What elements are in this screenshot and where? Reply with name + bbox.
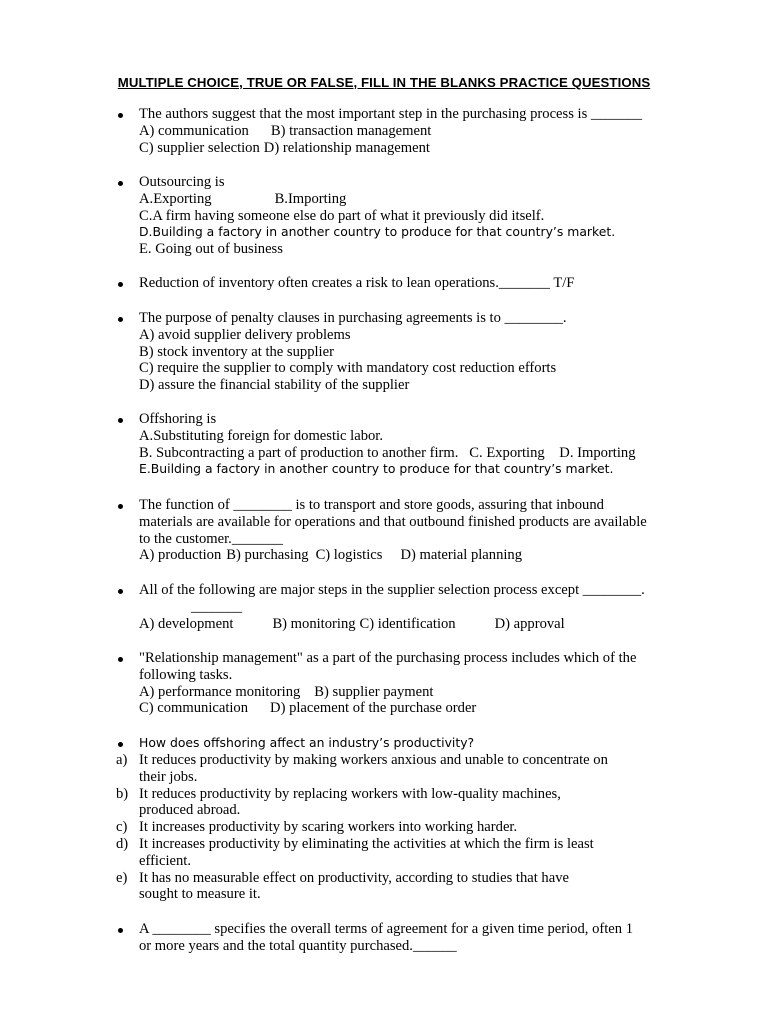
question-1 <box>139 106 699 156</box>
bullet-icon <box>115 650 125 667</box>
question-7-options <box>139 616 699 633</box>
option-d: D) placement of the purchase order <box>270 700 477 717</box>
option-c: C) communication <box>139 700 249 717</box>
option-c <box>116 819 716 836</box>
option-d: D) approval <box>494 615 565 632</box>
question-4-text: The purpose of penalty clauses in purchasing agreements is to ________. <box>139 310 567 326</box>
option-marker: a) <box>116 752 128 768</box>
option-text: It has no measurable effect on productivity, according to studies that have <box>139 869 569 886</box>
option-a: A) development <box>139 615 234 632</box>
question-10 <box>139 921 699 955</box>
answer-blank: _______ <box>191 598 243 615</box>
question-1-options-row-1 <box>139 123 699 140</box>
bullet-icon <box>115 735 125 752</box>
option-marker: c) <box>116 819 128 836</box>
question-3 <box>139 275 699 292</box>
option-c: C) require the supplier to comply with mandatory cost reduction efforts <box>139 360 557 377</box>
question-1-text: The authors suggest that the most important step in the purchasing process is _______ <box>139 106 642 122</box>
option-text: It reduces productivity by making workers anxious and unable to concentrate on <box>139 752 608 768</box>
option-d: D) assure the financial stability of the supplier <box>139 377 410 394</box>
option-b: B) stock inventory at the supplier <box>139 343 334 360</box>
question-9 <box>139 735 699 752</box>
question-6-text-2: materials are available for operations and that outbound finished products are available <box>139 513 647 530</box>
option-e <box>116 870 716 904</box>
question-5 <box>139 411 699 478</box>
option-c: C) supplier selection <box>139 139 260 156</box>
question-2-text: Outsourcing is <box>139 174 225 190</box>
option-d: D) material planning <box>400 547 523 564</box>
option-text: efficient. <box>139 852 191 869</box>
option-a: A) avoid supplier delivery problems <box>139 326 351 343</box>
bullet-icon <box>115 497 125 514</box>
option-e: E.Building a factory in another country to produce for that country’s market. <box>139 461 614 477</box>
question-7-text: All of the following are major steps in the supplier selection process except ________. <box>139 582 645 598</box>
option-b: B.Importing <box>274 190 347 207</box>
bullet-icon <box>115 582 125 599</box>
option-text: It reduces productivity by replacing workers with low-quality machines, <box>139 785 561 802</box>
question-1-options-row-2 <box>139 140 699 157</box>
option-marker: b) <box>116 785 129 802</box>
question-8 <box>139 650 699 717</box>
option-text: sought to measure it. <box>139 886 261 903</box>
question-9-text: How does offshoring affect an industry’s productivity? <box>139 735 475 750</box>
question-5-text: Offshoring is <box>139 411 217 427</box>
option-b <box>116 786 716 820</box>
option-text: It increases productivity by scaring workers into working harder. <box>139 819 518 836</box>
option-d <box>116 836 716 870</box>
option-text: produced abroad. <box>139 802 241 819</box>
option-a: A) production <box>139 547 222 564</box>
option-marker: e) <box>116 869 128 886</box>
bullet-icon <box>115 411 125 428</box>
option-c: C) identification <box>359 615 456 632</box>
option-a: A) performance monitoring <box>139 683 301 700</box>
option-a: A.Substituting foreign for domestic labor. <box>139 427 384 444</box>
option-b: B) monitoring <box>272 615 356 632</box>
question-3-text: Reduction of inventory often creates a risk to lean operations._______ T/F <box>139 275 575 291</box>
bullet-icon <box>115 921 125 938</box>
question-10-text-2: or more years and the total quantity purchased.______ <box>139 937 457 954</box>
option-d: D.Building a factory in another country to produce for that country’s market. <box>139 224 616 240</box>
option-a: A.Exporting <box>139 190 212 207</box>
question-6 <box>139 497 699 564</box>
bullet-icon <box>115 310 125 327</box>
option-b: B) purchasing <box>226 547 309 564</box>
bullet-icon <box>115 106 125 123</box>
question-7 <box>139 582 699 632</box>
question-8-text-1: "Relationship management" as a part of the purchasing process includes which of the <box>139 650 637 666</box>
question-10-text-1: A ________ specifies the overall terms of agreement for a given time period, often 1 <box>139 921 634 937</box>
question-8-options-row-1 <box>139 684 699 701</box>
option-e: E. Going out of business <box>139 241 283 258</box>
question-6-text-1: The function of ________ is to transport and store goods, assuring that inbound <box>139 497 604 513</box>
bullet-icon <box>115 174 125 191</box>
options-b-c-d: B. Subcontracting a part of production to another firm. C. Exporting D. Importing <box>139 444 636 461</box>
question-9-options <box>116 752 716 903</box>
option-b: B) supplier payment <box>314 683 434 700</box>
question-2-options-row-1 <box>139 191 699 208</box>
option-marker: d) <box>116 835 129 852</box>
bullet-icon <box>115 275 125 292</box>
question-6-options <box>139 547 699 564</box>
question-6-text-3: to the customer._______ <box>139 530 283 547</box>
question-8-options-row-2 <box>139 700 699 717</box>
question-2 <box>139 174 699 258</box>
option-text: their jobs. <box>139 768 198 785</box>
option-d: D) relationship management <box>263 139 430 156</box>
option-text: It increases productivity by eliminating the activities at which the firm is least <box>139 835 594 852</box>
option-b: B) transaction management <box>270 122 432 139</box>
question-8-text-2: following tasks. <box>139 666 233 683</box>
question-4 <box>139 310 699 394</box>
option-c: C.A firm having someone else do part of what it previously did itself. <box>139 207 545 224</box>
page-title: MULTIPLE CHOICE, TRUE OR FALSE, FILL IN THE BLANKS PRACTICE QUESTIONS <box>117 75 651 90</box>
option-a: A) communication <box>139 122 249 139</box>
option-c: C) logistics <box>315 547 383 564</box>
option-a <box>116 752 716 786</box>
